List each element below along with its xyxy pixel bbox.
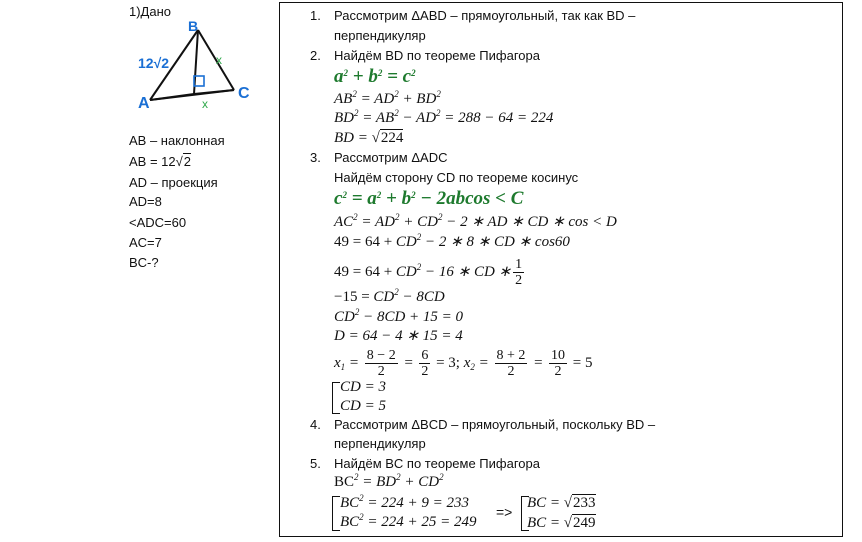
cos-eq-2-head: 49 = 64 + [334,234,396,250]
cos-eq-4-head: −15 = [334,289,374,305]
given-ad-label: AD – проекция [129,175,218,190]
x1-result: = 3; [436,355,460,371]
half-den: 2 [515,273,523,289]
cos-eq-3-head: 49 = 64 + [334,264,396,280]
given-ab-radicand: 2 [183,154,191,169]
label-ab: 12√2 [138,55,170,71]
bd-eq-2: $BD^2 = AB^2 - AD^2 = 288 - 64 = 224$ [334,108,554,126]
given-ab-eq: AB = 12 [129,154,176,169]
bc-sys-1: $BC^2 = 224 + 9 = 233$ [340,493,470,511]
bd-eq-2-tail: = 288 − 64 = 224 [444,110,554,126]
pythagoras-formula: $a^2 + b^2 = c^2$ [334,66,416,87]
bc-result-2: BC = √249 [527,515,596,531]
roots-line: $x_1$ = $\frac{8 - 2}{2}$ = $\frac{6}{2}$ = 3; $x_2$ = $\frac{8 + 2}{2}$ = $\frac{10}{2}$ = 5 [334,348,593,380]
vertex-c: C [238,85,250,102]
x1-num: 8 − 2 [366,348,396,364]
given-ab-value: AB = 12√2 [129,154,191,169]
bd-eq-1: $AB^2 = AD^2 + BD^2$ [334,89,441,107]
given-ad: AD=8 [129,194,162,209]
discriminant: D = 64 − 4 ∗ 15 = 4 [334,328,463,344]
bc-result-1: BC = √233 [527,495,596,511]
step-1-cont: перпендикуляр [334,28,426,43]
x2-mid-num: 10 [551,348,566,364]
step-2-number: 2. [310,48,321,63]
cd-root-2: CD = 5 [340,398,386,414]
half-fraction [513,257,524,288]
given-ab-label: AB – наклонная [129,133,225,148]
given-angle: <ADC=60 [129,215,187,230]
bc-sys-2-tail: = 224 + 25 = 249 [367,514,477,530]
step-4-text: Рассмотрим ΔBCD – прямоугольный, поскольку BD – [334,417,656,432]
quadratic-eq: $CD^2 - 8CD + 15 = 0$ [334,307,464,325]
bc-radicand-1: 233 [573,495,596,511]
bc-sys-1-tail: = 224 + 9 = 233 [367,495,470,511]
bd-eq-3: BD = √224 [334,130,404,146]
step-4-number: 4. [310,417,321,432]
cd-bracket [332,382,340,414]
vertex-a: A [138,95,150,112]
cos-eq-3-tail: − 16 ∗ CD ∗ [421,264,512,280]
x2-num: 8 + 2 [496,348,526,364]
cos-eq-4: $-15 = CD^2 - 8CD$ [334,287,445,305]
bc-radicand-2: 249 [573,515,596,531]
cos-eq-4-tail: − 8CD [398,289,445,305]
cos-eq-1: $AC^2 = AD^2 + CD^2 - 2$ ∗ AD ∗ CD ∗ cos < D [334,212,617,230]
cos-eq-1-tail: ∗ cos < D [552,214,617,230]
cd-root-1: CD = 3 [340,379,386,395]
cos-eq-2-tail: − 2 ∗ 8 ∗ CD ∗ cos60 [421,234,570,250]
x1-mid-fraction [419,348,430,379]
quadratic-tail: − 8CD + 15 = 0 [359,309,464,325]
label-x-bc: x [216,53,222,67]
step-5-number: 5. [310,456,321,471]
step-3-text: Рассмотрим ΔADC [334,150,448,165]
bc-formula: $BC^2 = BD^2 + CD^2$ [334,472,444,490]
step-3-cont: Найдём сторону CD по теореме косинус [334,170,579,185]
vertex-b: B [188,18,199,34]
x2-den: 2 [495,363,528,379]
half-num: 1 [515,257,523,273]
triangle-diagram [132,18,257,123]
step-4-cont: перпендикуляр [334,436,426,451]
bd-radicand: 224 [380,130,404,146]
step-1-text: Рассмотрим ΔABD – прямоугольный, так как BD – [334,8,636,23]
cosine-formula: $c^2 = a^2 + b^2 - 2abcos < C$ [334,188,524,209]
x1-fraction [365,348,398,379]
x1-mid-num: 6 [421,348,429,364]
step-5-text: Найдём BC по теореме Пифагора [334,456,540,471]
implies-arrow: => [496,504,513,520]
cos-eq-3: $49 = 64 + CD^2 - 16$ ∗ CD ∗ $\frac{1}{2}$ [334,257,523,289]
x2-fraction [495,348,528,379]
x1-den: 2 [365,363,398,379]
given-bc: BC-? [129,255,159,270]
step-2-text: Найдём BD по теореме Пифагора [334,48,540,63]
step-1-number: 1. [310,8,321,23]
x2-mid-den: 2 [549,363,567,379]
x2-mid-fraction [549,348,567,379]
label-x-dc: x [202,97,208,111]
step-3-number: 3. [310,150,321,165]
x2-result: = 5 [572,355,593,371]
x1-mid-den: 2 [421,364,429,380]
cos-eq-2: $49 = 64 + CD^2 - 2$ ∗ 8 ∗ CD ∗ cos60 [334,232,570,250]
bc-sys-2: $BC^2 = 224 + 25 = 249$ [340,512,477,530]
given-ac: AC=7 [129,235,162,250]
given-title: 1)Дано [129,4,172,19]
bc-bracket-left [332,496,340,531]
